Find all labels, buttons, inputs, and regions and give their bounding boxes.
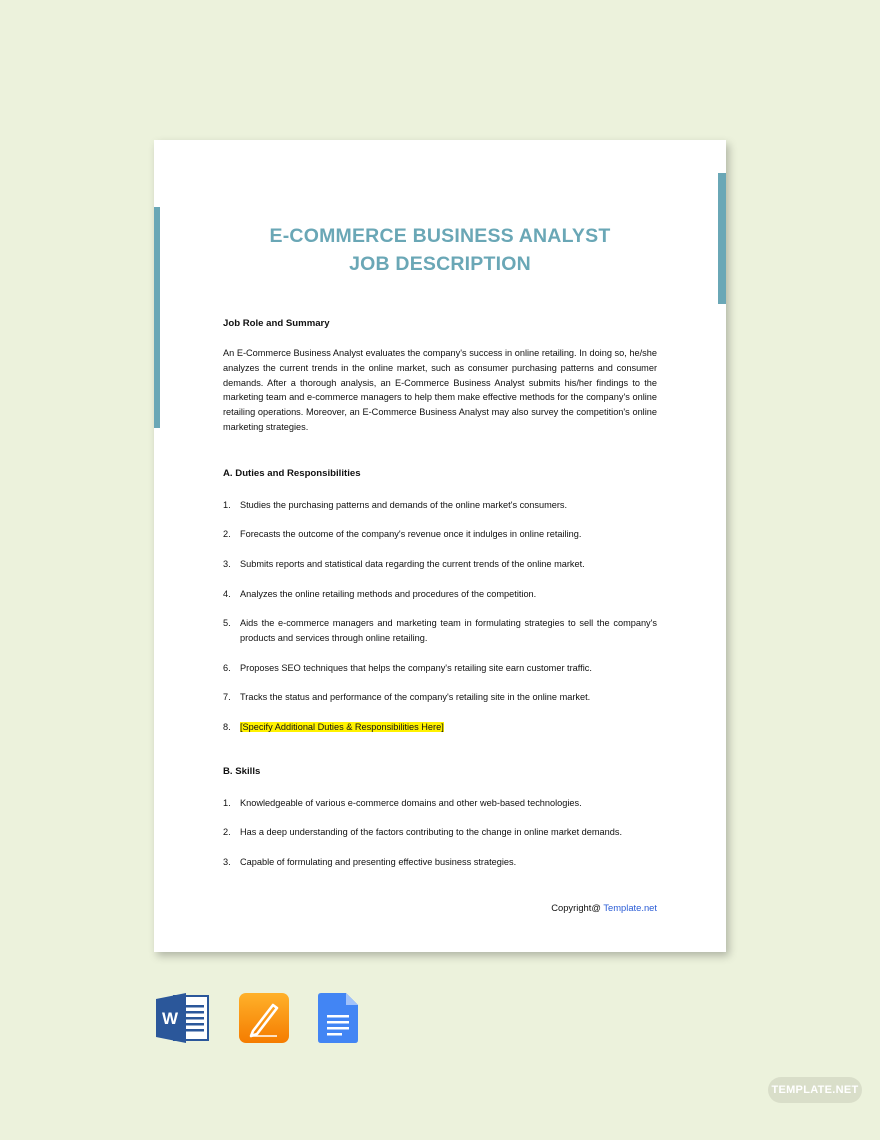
skills-heading: B. Skills (223, 766, 261, 777)
template-net-watermark: TEMPLATE.NET (768, 1077, 862, 1103)
skill-number: 1. (223, 798, 231, 808)
pages-app-icon[interactable] (239, 993, 289, 1043)
duty-text: Forecasts the outcome of the company's revenue once it indulges in online retailing. (240, 529, 582, 539)
duty-number: 5. (223, 618, 231, 628)
duty-item-placeholder (223, 720, 657, 735)
duty-text: Tracks the status and performance of the company's retailing site in the online market. (240, 692, 591, 702)
word-app-icon[interactable] (156, 993, 210, 1043)
duty-text: Studies the purchasing patterns and demands of the online market's consumers. (240, 500, 568, 510)
skill-text: Capable of formulating and presenting effective business strategies. (240, 857, 517, 867)
document-title (154, 222, 726, 278)
skill-number: 3. (223, 857, 231, 867)
duty-number: 8. (223, 722, 231, 732)
summary-heading: Job Role and Summary (223, 318, 330, 329)
duty-text: Aids the e-commerce managers and marketing team in formulating strategies to sell the company's products and services through online retailing. (240, 618, 657, 643)
skill-item (223, 825, 657, 840)
skill-number: 2. (223, 827, 231, 837)
duty-item (223, 587, 657, 602)
skill-text: Knowledgeable of various e-commerce domains and other web-based technologies. (240, 798, 582, 808)
duty-number: 4. (223, 589, 231, 599)
google-docs-app-icon[interactable] (318, 993, 358, 1043)
duty-text: Analyzes the online retailing methods and procedures of the competition. (240, 589, 537, 599)
duty-number: 3. (223, 559, 231, 569)
duty-number: 1. (223, 500, 231, 510)
copyright-prefix: Copyright@ (551, 902, 604, 913)
duties-heading: A. Duties and Responsibilities (223, 468, 361, 479)
duty-text: Proposes SEO techniques that helps the company's retailing site earn customer traffic. (240, 663, 592, 673)
highlighted-placeholder-text[interactable]: [Specify Additional Duties & Responsibilities Here] (240, 722, 444, 732)
duty-number: 6. (223, 663, 231, 673)
template-net-link[interactable]: Template.net (603, 902, 657, 913)
duty-item (223, 661, 657, 676)
copyright-line (551, 902, 657, 913)
duty-item (223, 557, 657, 572)
duty-item (223, 498, 657, 513)
duty-number: 7. (223, 692, 231, 702)
word-letter: W (161, 1009, 179, 1028)
duty-item (223, 690, 657, 705)
skill-text: Has a deep understanding of the factors contributing to the change in online market demands. (240, 827, 623, 837)
duty-number: 2. (223, 529, 231, 539)
summary-paragraph: An E-Commerce Business Analyst evaluates the company's success in online retailing. In doing so, he/she analyzes the current trends in the online market, such as consumer purchasing patterns and consumer demands. After a thorough analysis, an E-Commerce Business Analyst submits his/her findings to the marketing team and e-commerce managers to help them make effective methods for the company's online retailing operations. Moreover, an E-Commerce Business Analyst may also survey the competition's online marketing strategies. (223, 348, 657, 432)
duty-item (223, 527, 657, 542)
title-line-2: JOB DESCRIPTION (349, 253, 531, 275)
skill-item (223, 855, 657, 870)
duty-item (223, 616, 657, 646)
title-line-1: E-COMMERCE BUSINESS ANALYST (269, 225, 611, 247)
skill-item (223, 796, 657, 811)
duty-text: Submits reports and statistical data regarding the current trends of the online market. (240, 559, 585, 569)
